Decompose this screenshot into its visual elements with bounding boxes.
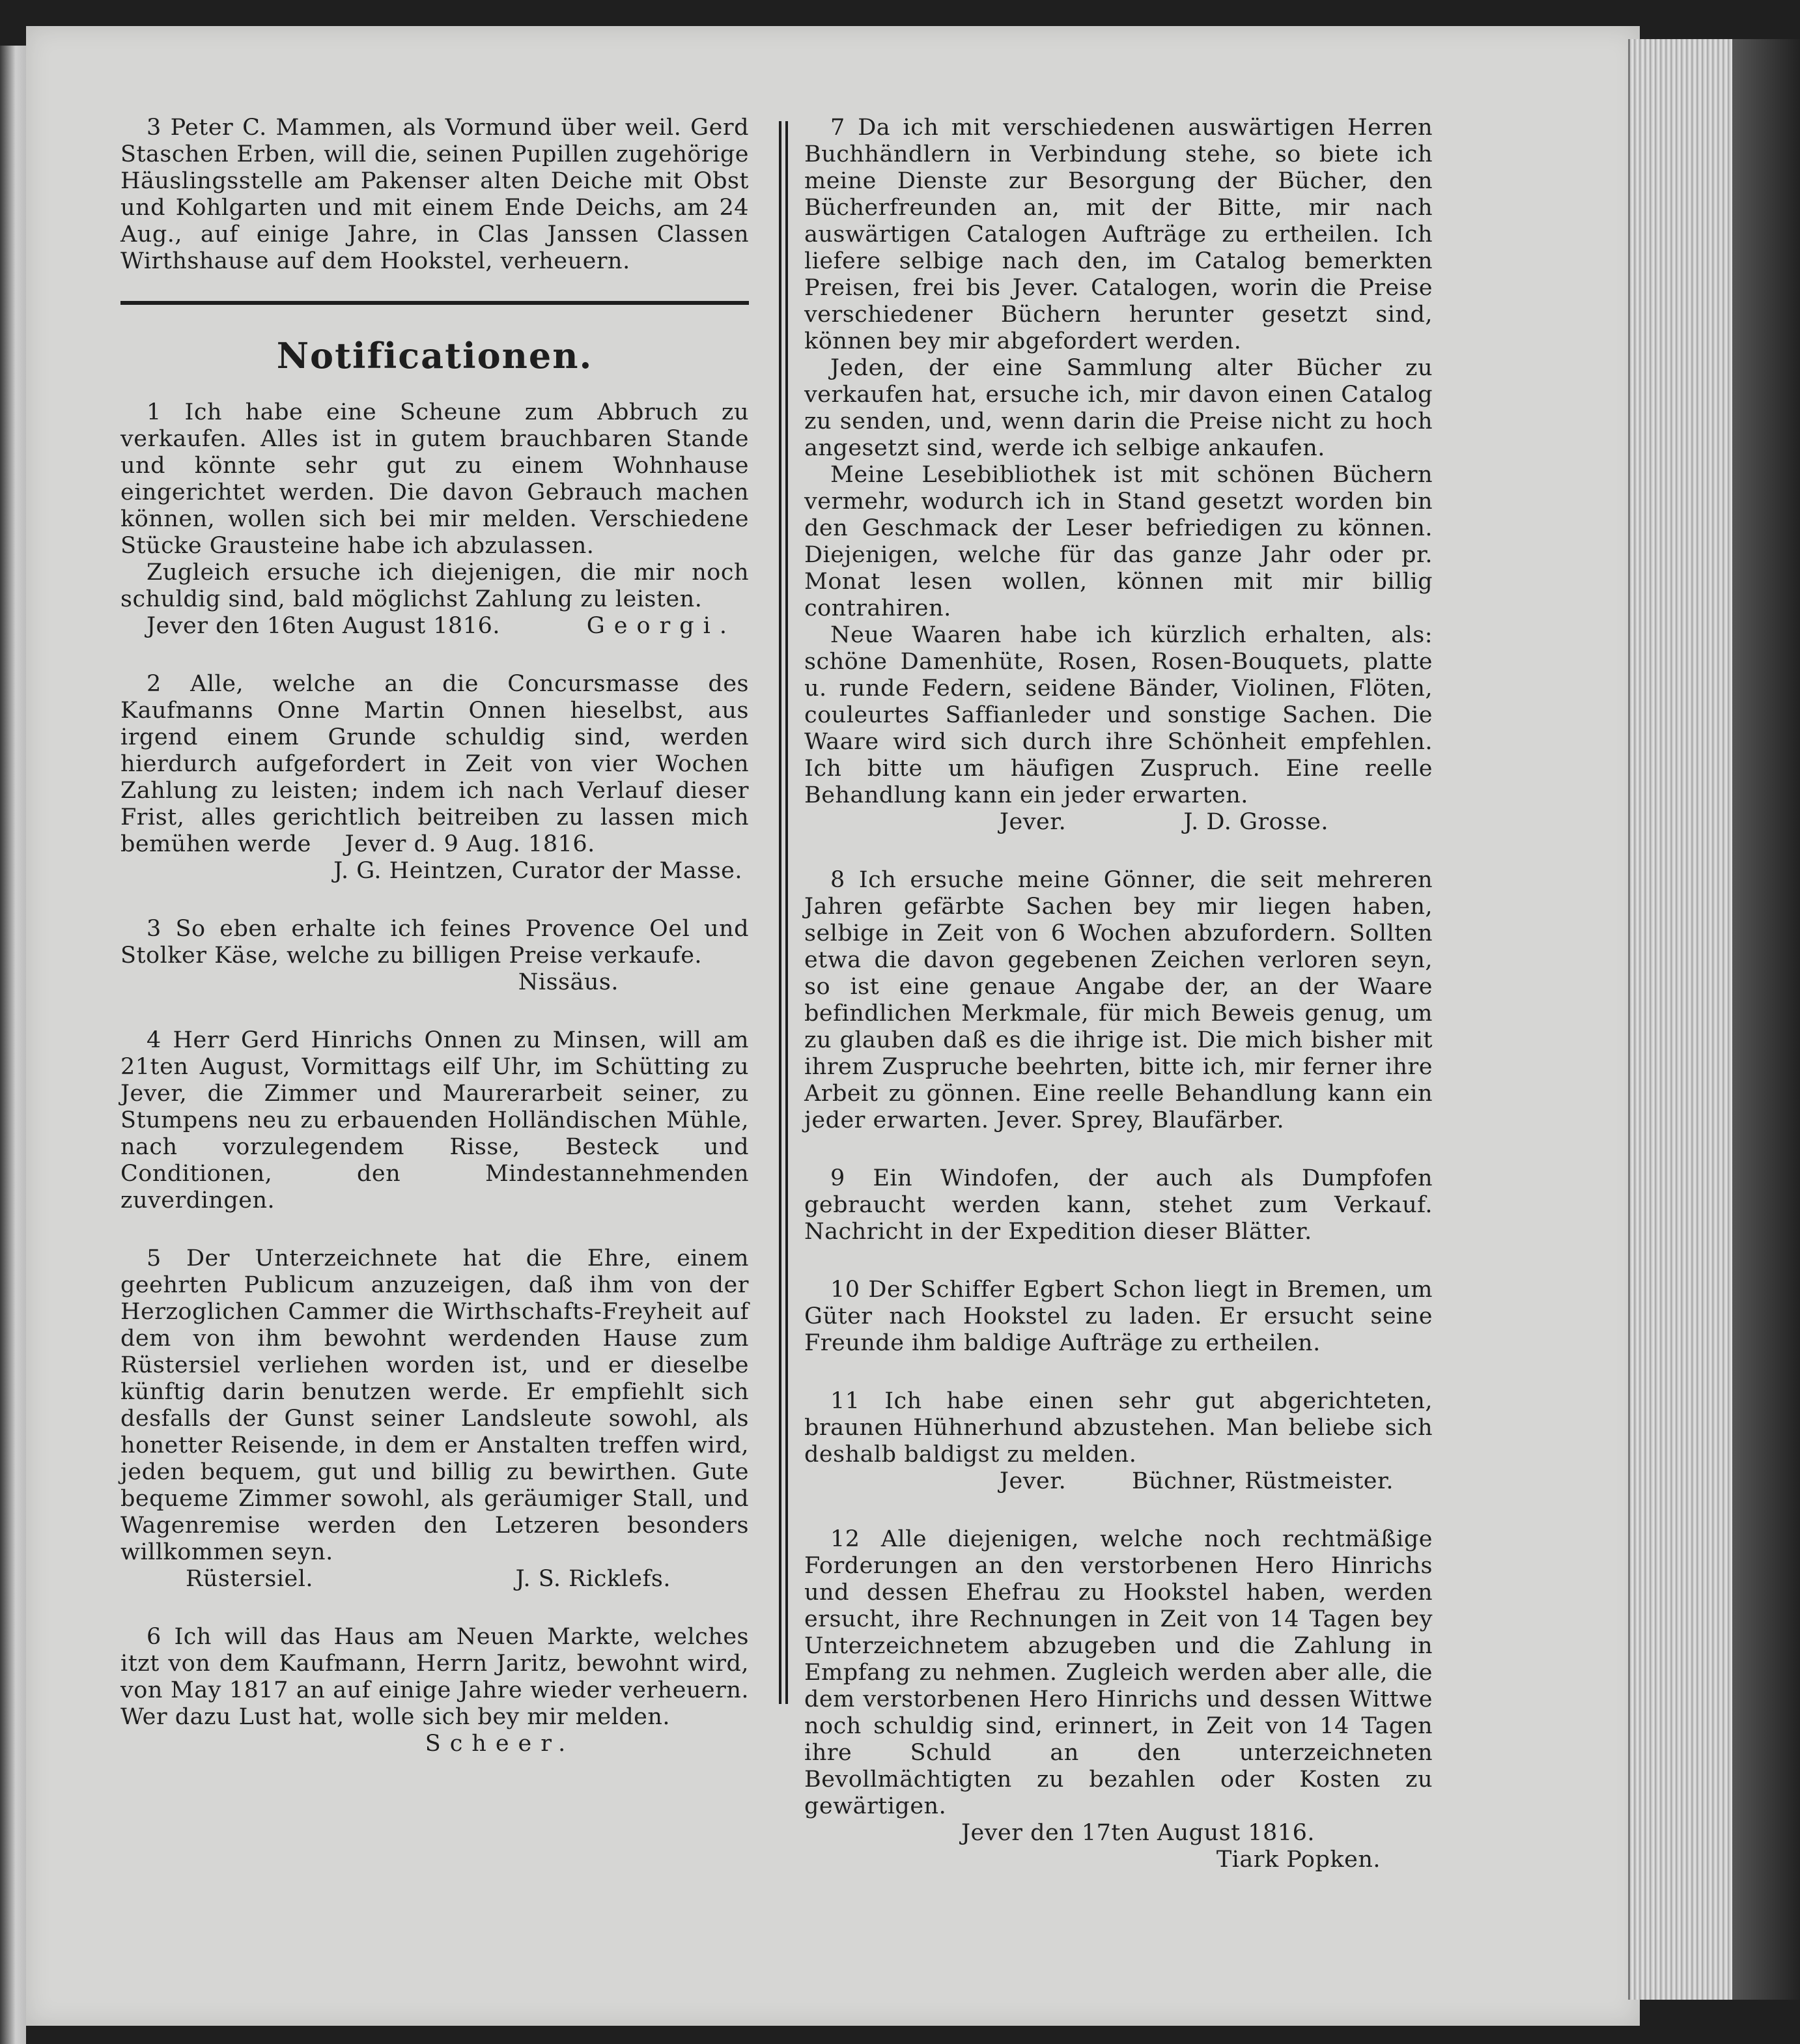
notice-signature-line [120, 1566, 749, 1593]
notice-text: Jeden, der eine Sammlung alter Bücher zu verkaufen hat, ersuche ich, mir davon einen Catalog zu senden, und, wenn darin die Preise nicht zu hoch angesetzt sind, werde ich selbige ankaufen. [804, 355, 1433, 461]
notice-place: Rüstersiel. [186, 1566, 314, 1592]
notice-2 [120, 671, 749, 885]
notice-place: Jever. [1000, 1468, 1067, 1494]
notice-text: 10 Der Schiffer Egbert Schon liegt in Bremen, um Güter nach Hookstel zu laden. Er ersucht seine Freunde ihm baldige Aufträge zu ertheilen. [804, 1277, 1433, 1356]
notice-text [120, 671, 749, 858]
notice-text: Meine Lesebibliothek ist mit schönen Büchern vermehr, wodurch ich in Stand gesetzt worden bin den Geschmack der Leser befriedigen zu können. Diejenigen, welche für das ganze Jahr oder pr. Monat lesen wollen, können mit mir billig contrahiren. [804, 462, 1433, 621]
notice-body: 2 Alle, welche an die Concursmasse des Kaufmanns Onne Martin Onnen hieselbst, aus irgend einem Grunde schuldig sind, werden hierdurch aufgefordert in Zeit von vier Wochen Zahlung zu leisten; indem ich nach Verlauf dieser Frist, alles gerichtlich beitreiben zu lassen mich bemühen werde [120, 671, 749, 857]
notice-8 [804, 867, 1433, 1134]
notice-3 [120, 916, 749, 996]
book-cover-edge [1732, 39, 1800, 2000]
notice-4 [120, 1027, 749, 1214]
notice-signature: J. G. Heintzen, Curator der Masse. [333, 858, 742, 884]
notice-11 [804, 1388, 1433, 1495]
notice-text: 12 Alle diejenigen, welche noch rechtmäßige Forderungen an den verstorbenen Hero Hinrichs und dessen Ehefrau zu Hookstel haben, werden ersucht, ihre Rechnungen in Zeit von 14 Tagen bey Unterzeichnetem abzugeben und die Zahlung in Empfang zu nehmen. Zugleich werden aber alle, die dem verstorbenen Hero Hinrichs und dessen Wittwe noch schuldig sind, erinnert, in Zeit von 14 Tagen ihre Schuld an den unterzeichneten Bevollmächtigten zu bezahlen oder Kosten zu gewärtigen. [804, 1526, 1433, 1819]
notice-text: 8 Ich ersuche meine Gönner, die seit mehreren Jahren gefärbte Sachen bey mir liegen haben, selbige in Zeit von 6 Wochen abzufordern. Sollten etwa die davon gegebenen Zeichen verloren seyn, so ist eine genaue Angabe der, an der Waare befindlichen Merkmale, für mich Beweis genug, um zu glauben daß es die ihrige ist. Die mich bisher mit ihrem Zuspruche beehrten, bitte ich, mir ferner ihre Arbeit zu gönnen. Eine reelle Behandlung kann ein jeder erwarten. Jever. Sprey, Blaufärber. [804, 867, 1433, 1133]
notice-signature: Nissäus. [518, 969, 619, 995]
notice-10 [804, 1277, 1433, 1357]
notice-text: 3 Peter C. Mammen, als Vormund über weil. Gerd Staschen Erben, will die, seinen Pupillen zugehörige Häuslingsstelle am Pakenser alten Deiche mit Obst und Kohlgarten und mit einem Ende Deichs, am 24 Aug., auf einige Jahre, in Clas Janssen Classen Wirthshause auf dem Hookstel, verheuern. [120, 115, 749, 274]
notice-text: Neue Waaren habe ich kürzlich erhalten, als: schöne Damenhüte, Rosen, Rosen-Bouquets, platte u. runde Federn, seidene Bänder, Violinen, Flöten, couleurtes Saffianleder und sonstige Sachen. Die Waare wird sich durch ihre Schönheit empfehlen. Ich bitte um häufigen Zuspruch. Eine reelle Behandlung kann ein jeder erwarten. [804, 622, 1433, 808]
right-column [804, 115, 1433, 1905]
notice-text: 5 Der Unterzeichnete hat die Ehre, einem geehrten Publicum anzuzeigen, daß ihm von der Herzoglichen Cammer die Wirthschafts-Freyheit auf dem von ihm bewohnt werdenden Hause zum Rüstersiel verliehen worden ist, und er dieselbe künftig darin benutzen werde. Er empfiehlt sich desfalls der Gunst seiner Landsleute sowohl, als honetter Reisende, in dem er Anstalten treffen wird, jeden bequem, gut und billig zu bewirthen. Gute bequeme Zimmer sowohl, als geräumiger Stall, und Wagenremise werden den Letzeren besonders willkommen seyn. [120, 1245, 749, 1565]
notice-1 [120, 399, 749, 640]
notice-text: 11 Ich habe einen sehr gut abgerichteten, braunen Hühnerhund abzustehen. Man beliebe sich deshalb baldigst zu melden. [804, 1388, 1433, 1468]
notice-signature: J. S. Ricklefs. [515, 1566, 671, 1592]
notice-signature: Scheer. [425, 1731, 575, 1757]
page-stack-edge [1628, 39, 1734, 2000]
left-column [120, 115, 749, 1789]
notice-signature: Tiark Popken. [1216, 1847, 1381, 1873]
notice-signature-line [804, 1468, 1433, 1495]
notice-text: 6 Ich will das Haus am Neuen Markte, welches itzt von dem Kaufmann, Herrn Jaritz, bewohnt wird, von May 1817 an auf einige Jahre wieder verheuern. Wer dazu Lust hat, wolle sich bey mir melden. [120, 1624, 749, 1730]
notice-text: 3 So eben erhalte ich feines Provence Oel und Stolker Käse, welche zu billigen Preise verkaufe. [120, 916, 749, 969]
notice-place: Jever. [1000, 809, 1067, 835]
notice-date: Jever den 16ten August 1816. [147, 613, 500, 639]
notice-top [120, 115, 749, 275]
notice-5 [120, 1245, 749, 1593]
notice-signature: J. D. Grosse. [1183, 809, 1329, 835]
left-page-edge [0, 46, 26, 2044]
column-divider [779, 121, 788, 1704]
notice-text: 9 Ein Windofen, der auch als Dumpfofen gebraucht werden kann, stehet zum Verkauf. Nachricht in der Expedition dieser Blätter. [804, 1165, 1433, 1245]
notice-text: 4 Herr Gerd Hinrichs Onnen zu Minsen, will am 21ten August, Vormittags eilf Uhr, im Schütting zu Jever, die Zimmer und Maurerarbeit seiner, zu Stumpens neu zu erbauenden Holländischen Mühle, nach vorzulegendem Risse, Besteck und Conditionen, den Mindestannehmenden zuverdingen. [120, 1027, 749, 1214]
notice-6 [120, 1624, 749, 1757]
section-heading: Notificationen. [276, 335, 593, 376]
notice-text: Zugleich ersuche ich diejenigen, die mir noch schuldig sind, bald möglichst Zahlung zu leisten. [120, 560, 749, 612]
notice-date: Jever d. 9 Aug. 1816. [345, 831, 595, 857]
section-rule [120, 301, 749, 305]
notice-signature: Büchner, Rüstmeister. [1131, 1468, 1394, 1494]
notice-date: Jever den 17ten August 1816. [961, 1820, 1315, 1846]
notice-text: 7 Da ich mit verschiedenen auswärtigen Herren Buchhändlern in Verbindung stehe, so biete ich meine Dienste zur Besorgung der Bücher, den Bücherfreunden an, mit der Bitte, mir nach auswärtigen Catalogen Aufträge zu ertheilen. Ich liefere selbige nach den, im Catalog bemerkten Preisen, frei bis Jever. Catalogen, worin die Preise verschiedener Büchern herunter gesetzt sind, können bey mir abgefordert werden. [804, 115, 1433, 354]
notice-12 [804, 1526, 1433, 1873]
notice-signature-line [120, 613, 749, 640]
notice-signature-line [804, 809, 1433, 836]
notice-text: 1 Ich habe eine Scheune zum Abbruch zu verkaufen. Alles ist in gutem brauchbaren Stande und könnte sehr gut zu einem Wohnhause eingerichtet werden. Die davon Gebrauch machen können, wollen sich bei mir melden. Verschiedene Stücke Grausteine habe ich abzulassen. [120, 399, 749, 559]
notice-9 [804, 1165, 1433, 1245]
notice-signature: Georgi. [586, 613, 736, 639]
notice-7 [804, 115, 1433, 836]
